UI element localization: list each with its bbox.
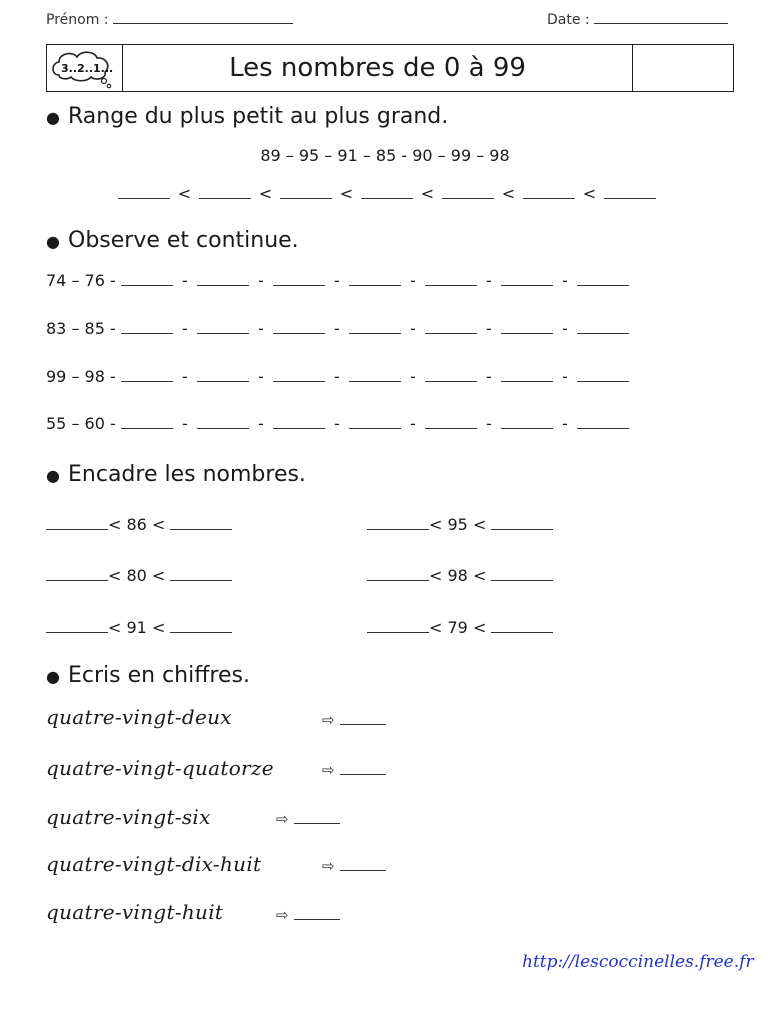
- sequence-row: 74 – 76 - - - - - - -: [46, 271, 629, 290]
- answer-line[interactable]: [340, 760, 386, 775]
- order-blank-5[interactable]: [442, 184, 494, 199]
- frame-item: < 91 <: [46, 618, 232, 637]
- sequence-row: 99 – 98 - - - - - - -: [46, 367, 629, 386]
- number-word: quatre-vingt-dix-huit: [46, 852, 262, 876]
- date-line[interactable]: [594, 23, 728, 24]
- section-write-heading: ● Ecris en chiffres.: [46, 663, 250, 688]
- frame-item: < 79 <: [367, 618, 553, 637]
- numbers-to-order: 89 – 95 – 91 – 85 - 90 – 99 – 98: [260, 146, 510, 165]
- number-word: quatre-vingt-six: [46, 805, 211, 829]
- order-blank-4[interactable]: [361, 184, 413, 199]
- section-sequence-heading: ● Observe et continue.: [46, 228, 299, 253]
- date-label: Date :: [547, 12, 590, 28]
- number-word: quatre-vingt-huit: [46, 900, 224, 924]
- order-blank-3[interactable]: [280, 184, 332, 199]
- name-line[interactable]: [113, 23, 293, 24]
- number-word: quatre-vingt-quatorze: [46, 756, 274, 780]
- order-answer-row: < < < < < <: [118, 184, 656, 203]
- arrow-right-icon: ⇨: [322, 711, 335, 729]
- frame-item: < 95 <: [367, 515, 553, 534]
- page-title: Les nombres de 0 à 99: [123, 45, 633, 91]
- frame-item: < 80 <: [46, 566, 232, 585]
- section-order-heading: ● Range du plus petit au plus grand.: [46, 104, 449, 129]
- section-frame-heading: ● Encadre les nombres.: [46, 462, 306, 487]
- answer-slot: [276, 905, 340, 924]
- answer-line[interactable]: [294, 809, 340, 824]
- answer-slot: [276, 809, 340, 828]
- order-blank-7[interactable]: [604, 184, 656, 199]
- answer-slot: [322, 760, 386, 779]
- title-box: [46, 44, 734, 92]
- answer-line[interactable]: [340, 710, 386, 725]
- order-blank-6[interactable]: [523, 184, 575, 199]
- name-field[interactable]: [46, 12, 293, 28]
- date-field[interactable]: [547, 12, 728, 28]
- arrow-right-icon: ⇨: [322, 857, 335, 875]
- svg-text:3..2..1...: 3..2..1...: [61, 62, 114, 75]
- website-link[interactable]: http://lescoccinelles.free.fr: [522, 952, 754, 972]
- answer-slot: [322, 856, 386, 875]
- arrow-right-icon: ⇨: [276, 906, 289, 924]
- answer-slot: [322, 710, 386, 729]
- arrow-right-icon: ⇨: [322, 761, 335, 779]
- frame-item: < 86 <: [46, 515, 232, 534]
- title-empty-cell: [633, 45, 733, 91]
- countdown-logo: [47, 45, 123, 91]
- sequence-row: 83 – 85 - - - - - - -: [46, 319, 629, 338]
- name-label: Prénom :: [46, 12, 109, 28]
- answer-line[interactable]: [340, 856, 386, 871]
- frame-item: < 98 <: [367, 566, 553, 585]
- number-word: quatre-vingt-deux: [46, 705, 232, 729]
- answer-line[interactable]: [294, 905, 340, 920]
- arrow-right-icon: ⇨: [276, 810, 289, 828]
- order-blank-1[interactable]: [118, 184, 170, 199]
- order-blank-2[interactable]: [199, 184, 251, 199]
- sequence-row: 55 – 60 - - - - - - -: [46, 414, 629, 433]
